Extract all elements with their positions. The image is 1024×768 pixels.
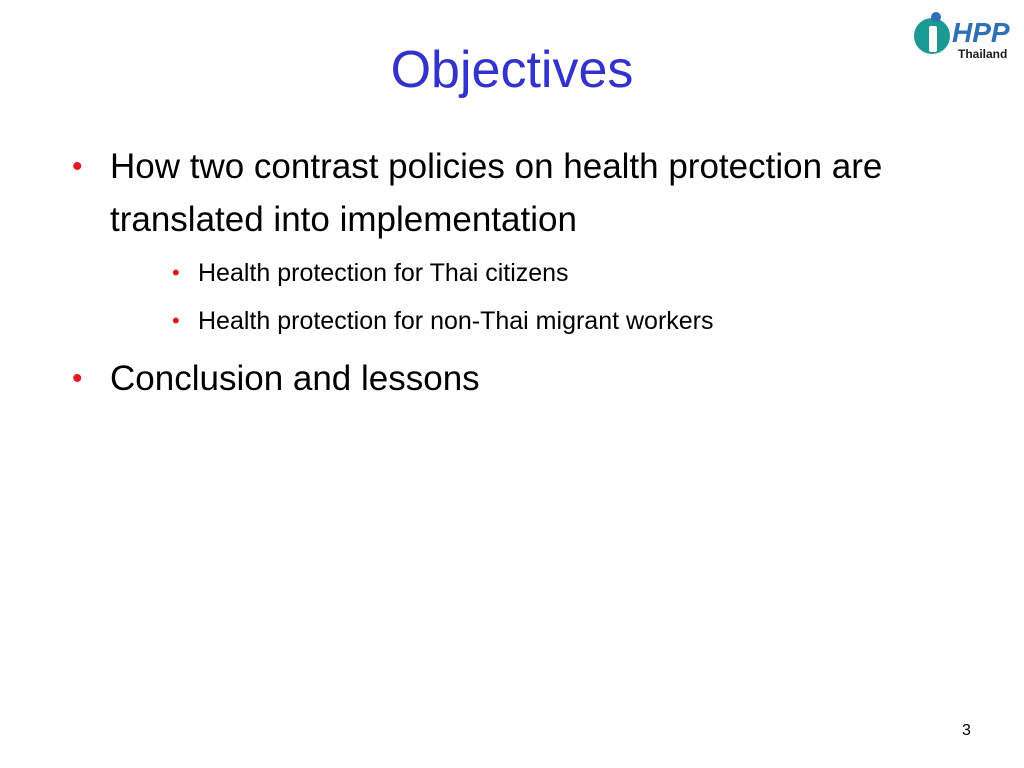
bullet-item-1 xyxy=(72,140,952,246)
logo-i-stem xyxy=(929,26,937,52)
logo-dot xyxy=(931,12,941,22)
bullet-marker: • xyxy=(72,362,83,395)
bullet-marker: • xyxy=(72,150,83,183)
sub-bullet-text: Health protection for non-Thai migrant workers xyxy=(198,307,714,335)
bullet-marker: • xyxy=(172,260,180,285)
logo-hpp-text: HPP xyxy=(952,17,1010,48)
bullet-marker: • xyxy=(172,308,180,333)
sub-bullet-item-2 xyxy=(172,304,952,338)
slide-title: Objectives xyxy=(390,41,634,99)
bullet-text: Conclusion and lessons xyxy=(110,359,480,398)
logo-subtext: Thailand xyxy=(958,47,1008,61)
bullet-list xyxy=(72,140,952,409)
page-number: 3 xyxy=(962,722,971,739)
sub-bullet-item-1 xyxy=(172,256,952,290)
sub-bullet-text: Health protection for Thai citizens xyxy=(198,259,569,287)
bullet-item-2 xyxy=(72,352,952,405)
bullet-text: How two contrast policies on health protection are translated into implementation xyxy=(110,147,883,239)
